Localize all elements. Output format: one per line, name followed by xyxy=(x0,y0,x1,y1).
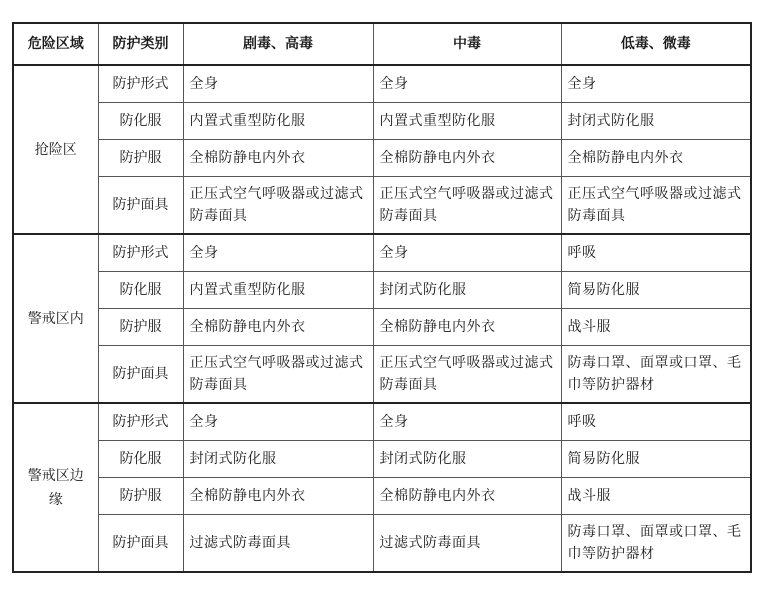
category-cell: 防护形式 xyxy=(98,403,183,441)
table-row xyxy=(13,441,751,478)
value-cell-low: 简易防化服 xyxy=(561,272,751,309)
table-row xyxy=(13,65,751,103)
value-cell-high: 全身 xyxy=(183,65,373,103)
header-medium-toxicity: 中毒 xyxy=(373,23,561,65)
value-cell-mid: 过滤式防毒面具 xyxy=(373,515,561,573)
zone-cell-cordon-edge xyxy=(13,403,98,572)
value-cell-high: 全棉防静电内外衣 xyxy=(183,140,373,177)
value-cell-high: 全身 xyxy=(183,234,373,272)
value-cell-low: 防毒口罩、面罩或口罩、毛巾等防护器材 xyxy=(561,346,751,404)
value-cell-high: 内置式重型防化服 xyxy=(183,103,373,140)
value-cell-mid: 全身 xyxy=(373,403,561,441)
zone-cell-rescue xyxy=(13,65,98,234)
category-cell: 防护面具 xyxy=(98,515,183,573)
value-cell-mid: 封闭式防化服 xyxy=(373,441,561,478)
value-cell-low: 呼吸 xyxy=(561,403,751,441)
value-cell-mid: 内置式重型防化服 xyxy=(373,103,561,140)
protection-table xyxy=(12,22,752,573)
category-cell: 防护面具 xyxy=(98,346,183,404)
value-cell-mid: 全棉防静电内外衣 xyxy=(373,309,561,346)
header-zone: 危险区域 xyxy=(13,23,98,65)
value-cell-low: 呼吸 xyxy=(561,234,751,272)
value-cell-low: 简易防化服 xyxy=(561,441,751,478)
table-row xyxy=(13,272,751,309)
zone-label: 抢险区 xyxy=(34,141,77,158)
value-cell-mid: 正压式空气呼吸器或过滤式防毒面具 xyxy=(373,346,561,404)
value-cell-low: 正压式空气呼吸器或过滤式防毒面具 xyxy=(561,177,751,235)
value-cell-mid: 全身 xyxy=(373,234,561,272)
table-row xyxy=(13,346,751,404)
value-cell-mid: 正压式空气呼吸器或过滤式防毒面具 xyxy=(373,177,561,235)
table-row xyxy=(13,140,751,177)
table-row xyxy=(13,403,751,441)
table-row xyxy=(13,478,751,515)
header-category: 防护类别 xyxy=(98,23,183,65)
category-cell: 防护形式 xyxy=(98,234,183,272)
value-cell-high: 内置式重型防化服 xyxy=(183,272,373,309)
table-row xyxy=(13,515,751,573)
value-cell-mid: 全棉防静电内外衣 xyxy=(373,140,561,177)
category-cell: 防护服 xyxy=(98,140,183,177)
value-cell-mid: 封闭式防化服 xyxy=(373,272,561,309)
zone-label: 警戒区内 xyxy=(27,310,84,327)
value-cell-low: 战斗服 xyxy=(561,309,751,346)
value-cell-high: 全身 xyxy=(183,403,373,441)
category-cell: 防护形式 xyxy=(98,65,183,103)
zone-cell-inner-cordon xyxy=(13,234,98,403)
category-cell: 防化服 xyxy=(98,272,183,309)
header-row xyxy=(13,23,751,65)
value-cell-low: 全身 xyxy=(561,65,751,103)
table-row xyxy=(13,177,751,235)
value-cell-high: 封闭式防化服 xyxy=(183,441,373,478)
value-cell-low: 全棉防静电内外衣 xyxy=(561,140,751,177)
header-high-toxicity: 剧毒、高毒 xyxy=(183,23,373,65)
category-cell: 防护服 xyxy=(98,309,183,346)
value-cell-high: 过滤式防毒面具 xyxy=(183,515,373,573)
table-row xyxy=(13,309,751,346)
table-row xyxy=(13,234,751,272)
value-cell-mid: 全棉防静电内外衣 xyxy=(373,478,561,515)
value-cell-low: 防毒口罩、面罩或口罩、毛巾等防护器材 xyxy=(561,515,751,573)
header-low-toxicity: 低毒、微毒 xyxy=(561,23,751,65)
value-cell-low: 战斗服 xyxy=(561,478,751,515)
category-cell: 防护面具 xyxy=(98,177,183,235)
value-cell-low: 封闭式防化服 xyxy=(561,103,751,140)
table-row xyxy=(13,103,751,140)
value-cell-high: 全棉防静电内外衣 xyxy=(183,309,373,346)
value-cell-high: 正压式空气呼吸器或过滤式防毒面具 xyxy=(183,177,373,235)
category-cell: 防护服 xyxy=(98,478,183,515)
value-cell-high: 全棉防静电内外衣 xyxy=(183,478,373,515)
value-cell-high: 正压式空气呼吸器或过滤式防毒面具 xyxy=(183,346,373,404)
category-cell: 防化服 xyxy=(98,441,183,478)
category-cell: 防化服 xyxy=(98,103,183,140)
zone-label: 警戒区边缘 xyxy=(27,467,84,508)
value-cell-mid: 全身 xyxy=(373,65,561,103)
